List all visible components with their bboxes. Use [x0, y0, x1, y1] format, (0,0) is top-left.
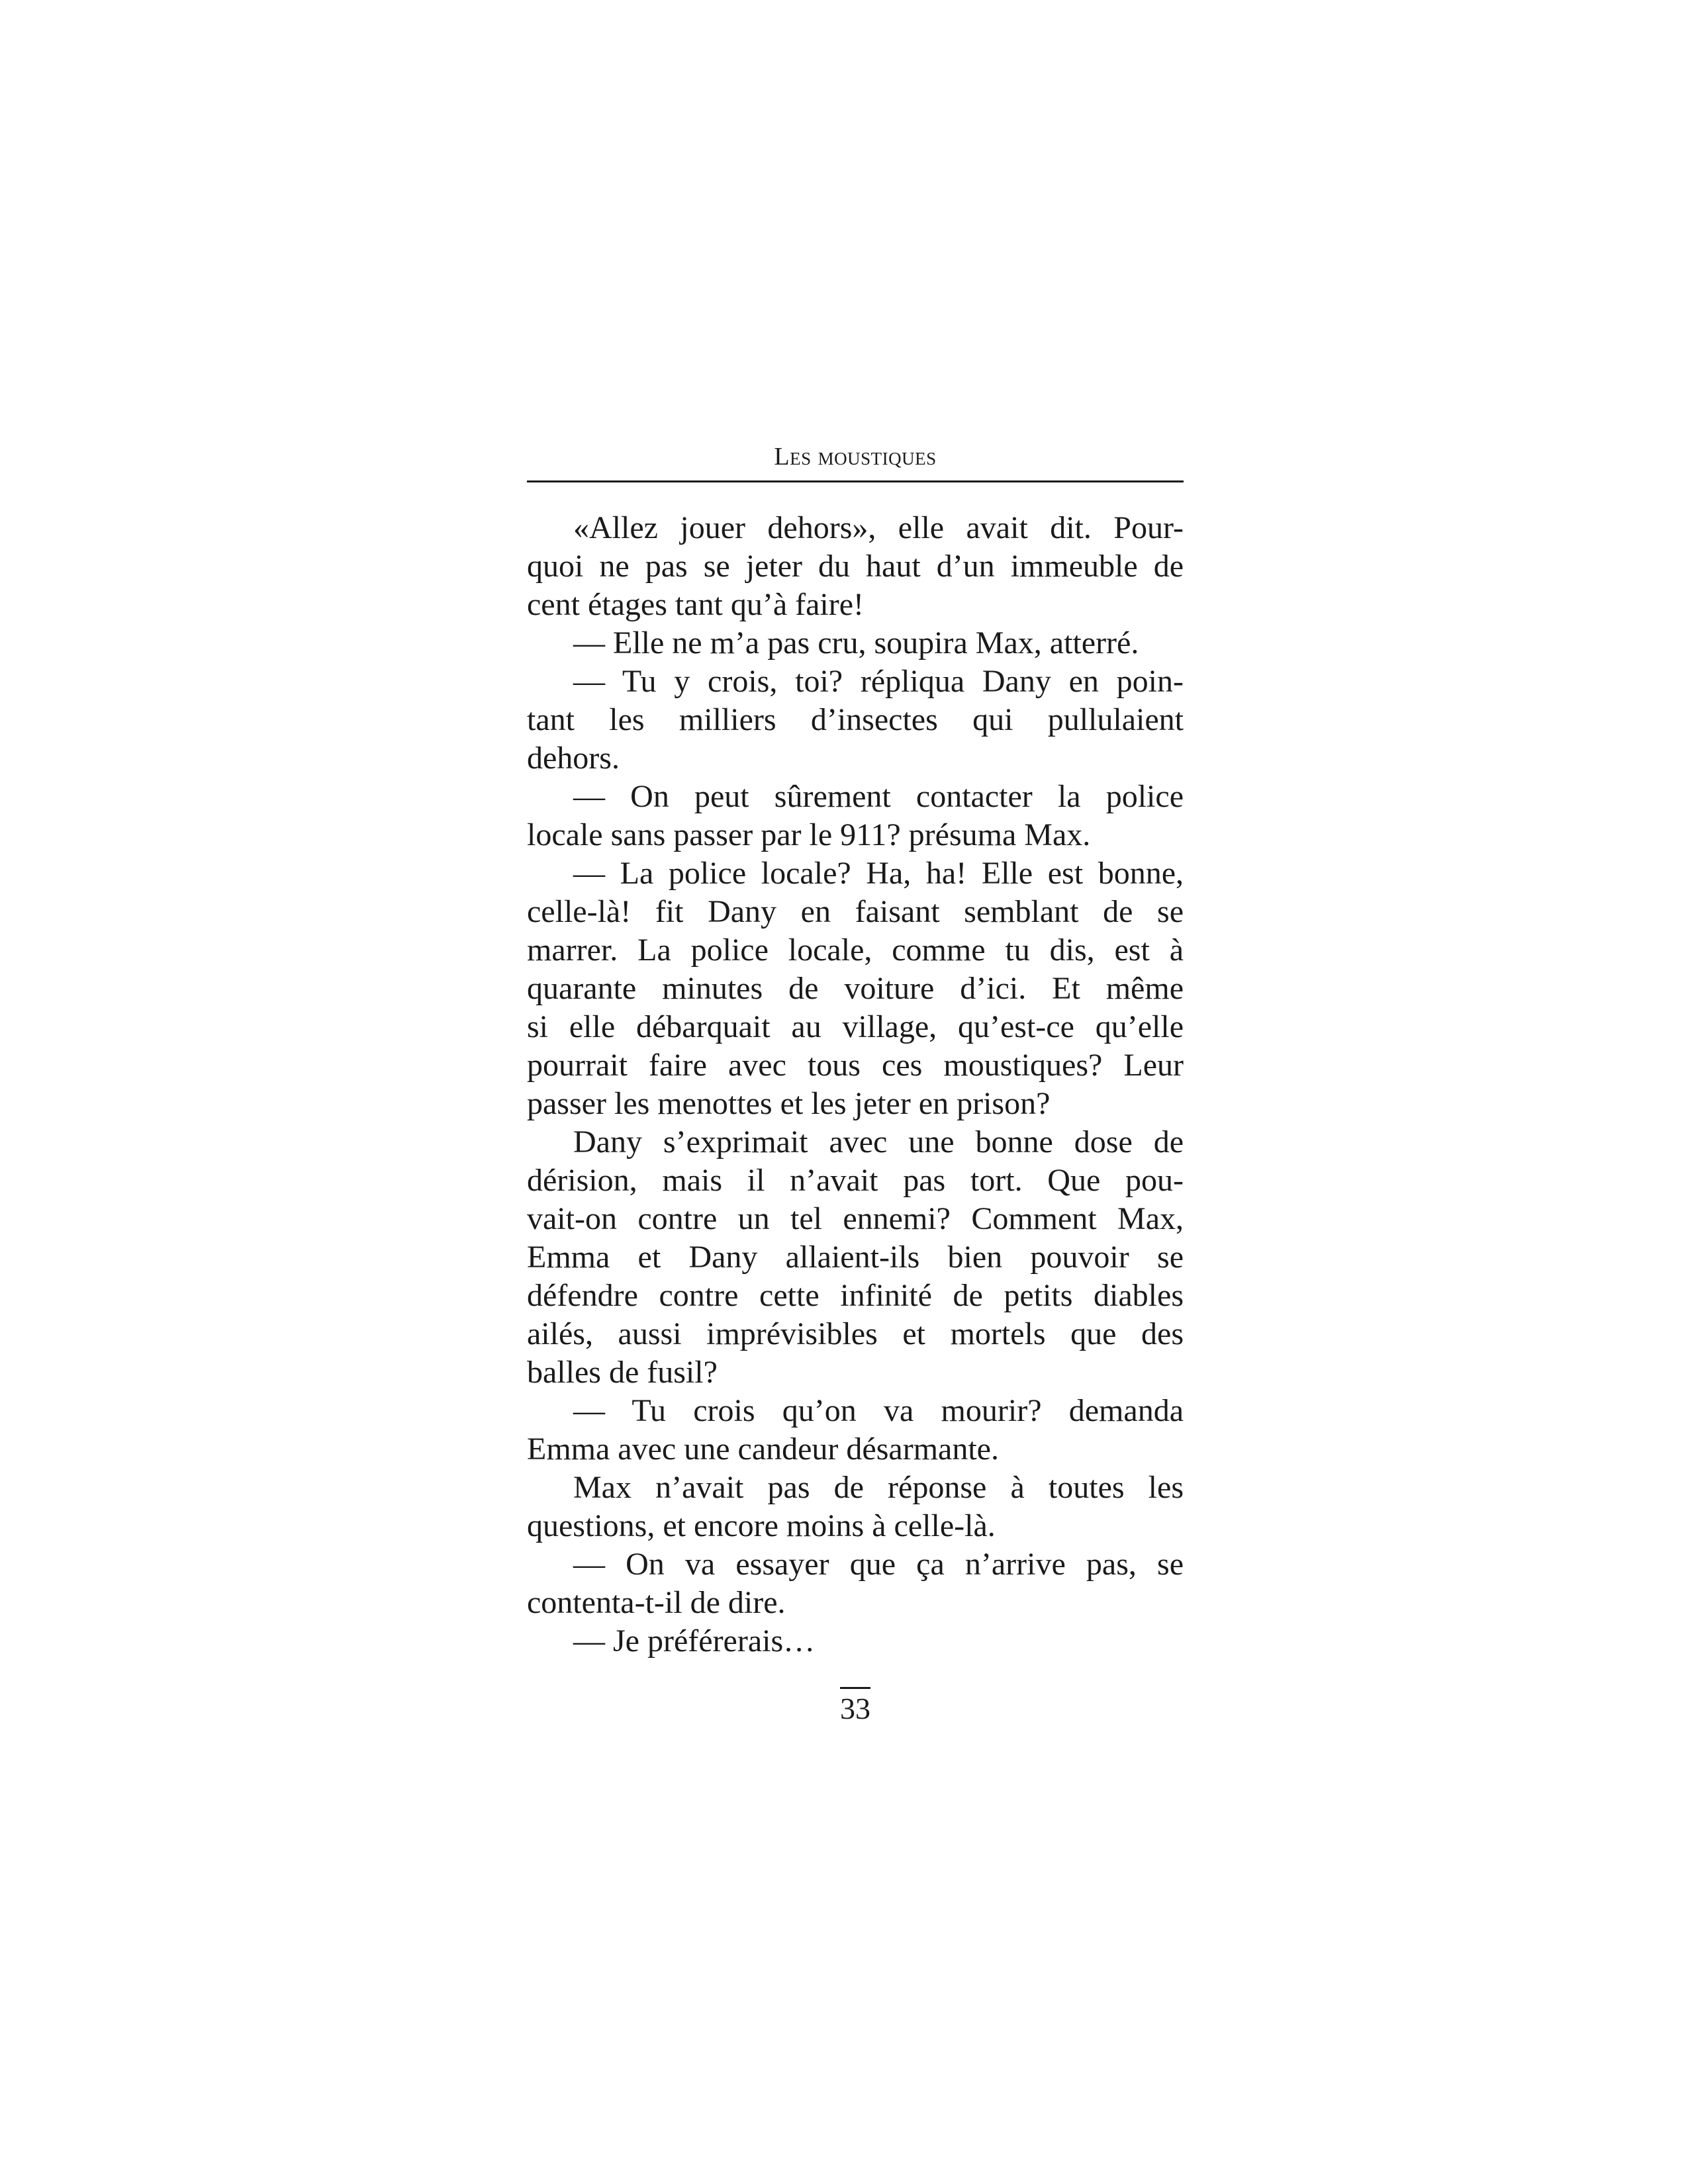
text-line: si elle débarquait au village, qu’est-ce qu’elle — [527, 1009, 1184, 1044]
running-head-title: Les moustiques — [774, 443, 937, 471]
text-line: balles de fusil? — [527, 1355, 718, 1390]
text-line: ailés, aussi imprévisibles et mortels que des — [527, 1316, 1184, 1351]
text-line: défendre contre cette infinité de petits diables — [527, 1278, 1184, 1313]
body-text — [527, 509, 1184, 1661]
text-line: — Tu y crois, toi? répliqua Dany en poin- — [573, 664, 1184, 699]
text-line: contenta-t-il de dire. — [527, 1585, 786, 1620]
text-line: questions, et encore moins à celle-là. — [527, 1508, 996, 1543]
text-line: quoi ne pas se jeter du haut d’un immeuble de — [527, 549, 1184, 584]
text-line: locale sans passer par le 911? présuma Max. — [527, 817, 1091, 852]
text-line: Max n’avait pas de réponse à toutes les — [573, 1470, 1184, 1505]
text-line: — Je préférerais… — [573, 1623, 816, 1659]
text-line: celle-là! fit Dany en faisant semblant de se — [527, 894, 1184, 929]
text-line: — On peut sûrement contacter la police — [573, 779, 1184, 814]
book-page — [527, 437, 1184, 1726]
text-line: passer les menottes et les jeter en prison? — [527, 1086, 1051, 1121]
text-line: quarante minutes de voiture d’ici. Et même — [527, 971, 1184, 1006]
header-rule — [527, 480, 1184, 482]
page-number: 33 — [840, 1687, 870, 1726]
text-line: vait-on contre un tel ennemi? Comment Max, — [527, 1201, 1184, 1236]
running-head — [527, 437, 1184, 477]
text-line: pourrait faire avec tous ces moustiques? Leur — [527, 1048, 1184, 1083]
folio — [527, 1687, 1184, 1726]
text-line: dehors. — [527, 741, 620, 776]
text-line: Emma et Dany allaient-ils bien pouvoir se — [527, 1240, 1184, 1275]
text-line: Emma avec une candeur désarmante. — [527, 1432, 999, 1467]
text-line: dérision, mais il n’avait pas tort. Que pou- — [527, 1163, 1184, 1198]
text-line: cent étages tant qu’à faire! — [527, 587, 865, 622]
text-line: — La police locale? Ha, ha! Elle est bonne, — [573, 856, 1184, 891]
text-line: «Allez jouer dehors», elle avait dit. Pour- — [573, 510, 1184, 545]
text-line: — Elle ne m’a pas cru, soupira Max, atterré. — [573, 625, 1139, 660]
text-line: Dany s’exprimait avec une bonne dose de — [573, 1124, 1184, 1160]
text-line: — On va essayer que ça n’arrive pas, se — [573, 1547, 1184, 1582]
text-line: marrer. La police locale, comme tu dis, est à — [527, 933, 1184, 968]
text-line: tant les milliers d’insectes qui pullulaient — [527, 702, 1184, 737]
text-line: — Tu crois qu’on va mourir? demanda — [573, 1393, 1184, 1428]
